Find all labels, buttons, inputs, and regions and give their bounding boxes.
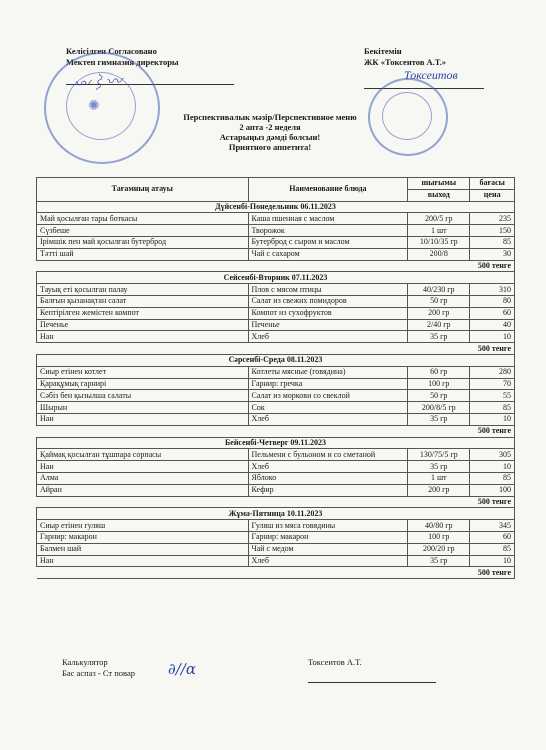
menu-item-row (37, 531, 515, 543)
approval-right-block (364, 46, 446, 68)
menu-item-row (37, 461, 515, 473)
dish-name-kz: Айран (37, 484, 249, 496)
dish-name-kz: Сиыр етінен гуляш (37, 520, 249, 532)
day-header-row (37, 508, 515, 520)
header-dish-name-kz: Тағамның атауы (37, 178, 249, 202)
menu-item-row (37, 472, 515, 484)
dish-name-ru: Гарнир: гречка (248, 378, 408, 390)
day-header-row (37, 354, 515, 366)
header-dish-name-ru: Наименование блюда (248, 178, 408, 202)
menu-item-row (37, 213, 515, 225)
dish-price: 310 (470, 284, 515, 296)
menu-item-row (37, 390, 515, 402)
dish-yield: 1 шт (408, 472, 470, 484)
dish-price: 85 (470, 543, 515, 555)
dish-name-kz: Шырын (37, 402, 249, 414)
dish-price: 150 (470, 225, 515, 237)
menu-item-row (37, 248, 515, 260)
dish-name-kz: Балғын қызанақтан салат (37, 295, 249, 307)
day-total-row (37, 425, 515, 437)
menu-item-row (37, 366, 515, 378)
dish-price: 345 (470, 520, 515, 532)
menu-item-row (37, 295, 515, 307)
dish-name-kz: Балмен шай (37, 543, 249, 555)
dish-yield: 100 гр (408, 378, 470, 390)
dish-name-ru: Хлеб (248, 461, 408, 473)
right-signature-name: Токсеитов (404, 68, 458, 82)
day-total-row (37, 343, 515, 355)
dish-name-kz: Нан (37, 555, 249, 567)
menu-titles (120, 112, 420, 152)
dish-yield: 100 гр (408, 531, 470, 543)
dish-price: 85 (470, 236, 515, 248)
dish-yield: 35 гр (408, 555, 470, 567)
dish-price: 10 (470, 555, 515, 567)
header-price-ru: цена (470, 189, 515, 201)
seal-emblem-icon: ✺ (88, 98, 100, 114)
menu-item-row (37, 555, 515, 567)
menu-item-row (37, 449, 515, 461)
dish-name-ru: Котлеты мясные (говядина) (248, 366, 408, 378)
dish-yield: 200/20 гр (408, 543, 470, 555)
dish-name-ru: Чай с сахаром (248, 248, 408, 260)
dish-yield: 200 гр (408, 484, 470, 496)
dish-price: 55 (470, 390, 515, 402)
header-yield-kz: шығымы (408, 178, 470, 190)
dish-price: 10 (470, 461, 515, 473)
dish-name-ru: Компот из сухофруктов (248, 307, 408, 319)
dish-yield: 200/8 (408, 248, 470, 260)
menu-item-row (37, 520, 515, 532)
menu-item-row (37, 331, 515, 343)
menu-table-body (37, 201, 515, 579)
dish-name-kz: Тауық еті қосылған палау (37, 284, 249, 296)
dish-yield: 200/5 гр (408, 213, 470, 225)
dish-name-kz: Қаймақ қосылған тұшпара сорпасы (37, 449, 249, 461)
dish-price: 10 (470, 331, 515, 343)
dish-name-kz: Сүзбеше (37, 225, 249, 237)
dish-yield: 50 гр (408, 390, 470, 402)
dish-name-kz: Тәтті шай (37, 248, 249, 260)
day-total-spacer (37, 496, 470, 508)
dish-name-kz: Қарақұмық гарнирі (37, 378, 249, 390)
dish-name-kz: Сәбіз бен қызылша салаты (37, 390, 249, 402)
title-week: 2 апта -2 неделя (239, 122, 301, 132)
dish-name-ru: Яблоко (248, 472, 408, 484)
menu-item-row (37, 413, 515, 425)
dish-name-ru: Хлеб (248, 331, 408, 343)
dish-name-ru: Хлеб (248, 555, 408, 567)
dish-name-kz: Печенье (37, 319, 249, 331)
dish-name-kz: Нан (37, 461, 249, 473)
dish-name-ru: Чай с медом (248, 543, 408, 555)
title-perspective-menu: Перспективалык мәзір/Перспективное меню (183, 112, 357, 122)
dish-price: 60 (470, 531, 515, 543)
dish-name-ru: Каша пшенная с маслом (248, 213, 408, 225)
day-name: Жұма-Пятница 10.11.2023 (37, 508, 515, 520)
menu-table-wrapper (36, 177, 515, 579)
dish-price: 280 (470, 366, 515, 378)
menu-item-row (37, 484, 515, 496)
menu-item-row (37, 319, 515, 331)
footer-signature-line (308, 682, 436, 683)
dish-name-ru: Хлеб (248, 413, 408, 425)
day-name: Бейсенбі-Четверг 09.11.2023 (37, 437, 515, 449)
dish-name-ru: Печенье (248, 319, 408, 331)
menu-item-row (37, 543, 515, 555)
dish-yield: 35 гр (408, 331, 470, 343)
day-total-spacer (37, 343, 470, 355)
day-total-spacer (37, 425, 470, 437)
dish-name-kz: Кептірілген жемістен компот (37, 307, 249, 319)
footer-left-block (62, 657, 135, 679)
dish-price: 60 (470, 307, 515, 319)
day-name: Сәрсенбі-Среда 08.11.2023 (37, 354, 515, 366)
header-yield-ru: выход (408, 189, 470, 201)
director-handwritten-signature-icon: 〰⌇〰 (73, 71, 123, 94)
dish-name-ru: Бутерброд с сыром и маслом (248, 236, 408, 248)
dish-yield: 2/40 гр (408, 319, 470, 331)
menu-item-row (37, 307, 515, 319)
dish-price: 10 (470, 413, 515, 425)
menu-item-row (37, 378, 515, 390)
header-price-kz: бағасы (470, 178, 515, 190)
day-total-value: 500 тенге (470, 260, 515, 272)
dish-yield: 50 гр (408, 295, 470, 307)
dish-price: 85 (470, 402, 515, 414)
dish-name-ru: Творожок (248, 225, 408, 237)
dish-name-ru: Пельмени с бульоном и со сметаной (248, 449, 408, 461)
dish-yield: 40/80 гр (408, 520, 470, 532)
day-total-value: 500 тенге (470, 496, 515, 508)
chef-handwritten-signature-icon: ∂∕∕α (168, 660, 196, 678)
menu-item-row (37, 236, 515, 248)
dish-price: 100 (470, 484, 515, 496)
dish-name-ru: Плов с мясом птицы (248, 284, 408, 296)
day-total-value: 500 тенге (470, 343, 515, 355)
day-total-spacer (37, 567, 470, 579)
dish-name-ru: Салат из моркови со свеклой (248, 390, 408, 402)
approval-left-line2: Мектеп гимназия директоры (66, 57, 179, 67)
footer-chef-label: Бас аспаз - Ст повар (62, 668, 135, 678)
day-header-row (37, 201, 515, 213)
dish-yield: 1 шт (408, 225, 470, 237)
dish-name-kz: Сиыр етінен котлет (37, 366, 249, 378)
footer-calculator-label: Калькулятор (62, 657, 108, 667)
dish-yield: 200 гр (408, 307, 470, 319)
dish-name-kz: Ірімшік пен май қосылған бутерброд (37, 236, 249, 248)
dish-name-ru: Салат из свежих помидоров (248, 295, 408, 307)
dish-price: 305 (470, 449, 515, 461)
day-name: Сейсенбі-Вторник 07.11.2023 (37, 272, 515, 284)
dish-name-ru: Гуляш из мяса говядины (248, 520, 408, 532)
dish-name-kz: Нан (37, 331, 249, 343)
title-russian-appetite: Приятного аппетита! (228, 142, 312, 152)
day-total-row (37, 567, 515, 579)
dish-name-kz: Нан (37, 413, 249, 425)
day-total-row (37, 496, 515, 508)
menu-table (36, 177, 515, 579)
dish-yield: 130/75/5 гр (408, 449, 470, 461)
menu-item-row (37, 225, 515, 237)
dish-price: 80 (470, 295, 515, 307)
dish-price: 85 (470, 472, 515, 484)
menu-item-row (37, 402, 515, 414)
approval-left-line1: Келісілген Согласовано (66, 46, 157, 56)
dish-name-ru: Гарнир: макарон (248, 531, 408, 543)
day-total-value: 500 тенге (470, 567, 515, 579)
dish-yield: 60 гр (408, 366, 470, 378)
dish-name-kz: Алма (37, 472, 249, 484)
dish-name-ru: Кефир (248, 484, 408, 496)
day-header-row (37, 437, 515, 449)
dish-yield: 200/8/5 гр (408, 402, 470, 414)
dish-name-ru: Сок (248, 402, 408, 414)
dish-yield: 10/10/35 гр (408, 236, 470, 248)
dish-name-kz: Гарнир: макарон (37, 531, 249, 543)
dish-price: 235 (470, 213, 515, 225)
dish-yield: 40/230 гр (408, 284, 470, 296)
approval-right-line1: Бекітемін (364, 46, 402, 56)
dish-price: 70 (470, 378, 515, 390)
approval-right-line2: ЖК «Токсеитов А.Т.» (364, 57, 446, 67)
day-total-row (37, 260, 515, 272)
menu-item-row (37, 284, 515, 296)
day-header-row (37, 272, 515, 284)
dish-yield: 35 гр (408, 413, 470, 425)
dish-yield: 35 гр (408, 461, 470, 473)
dish-price: 30 (470, 248, 515, 260)
footer-name: Токсеитов А.Т. (308, 657, 362, 667)
day-total-spacer (37, 260, 470, 272)
day-total-value: 500 тенге (470, 425, 515, 437)
dish-name-kz: Май қосылған тары боткасы (37, 213, 249, 225)
title-kazakh-appetite: Астарыңыз дәмді болсын! (219, 132, 321, 142)
day-name: Дүйсенбі-Понедельник 06.11.2023 (37, 201, 515, 213)
dish-price: 40 (470, 319, 515, 331)
